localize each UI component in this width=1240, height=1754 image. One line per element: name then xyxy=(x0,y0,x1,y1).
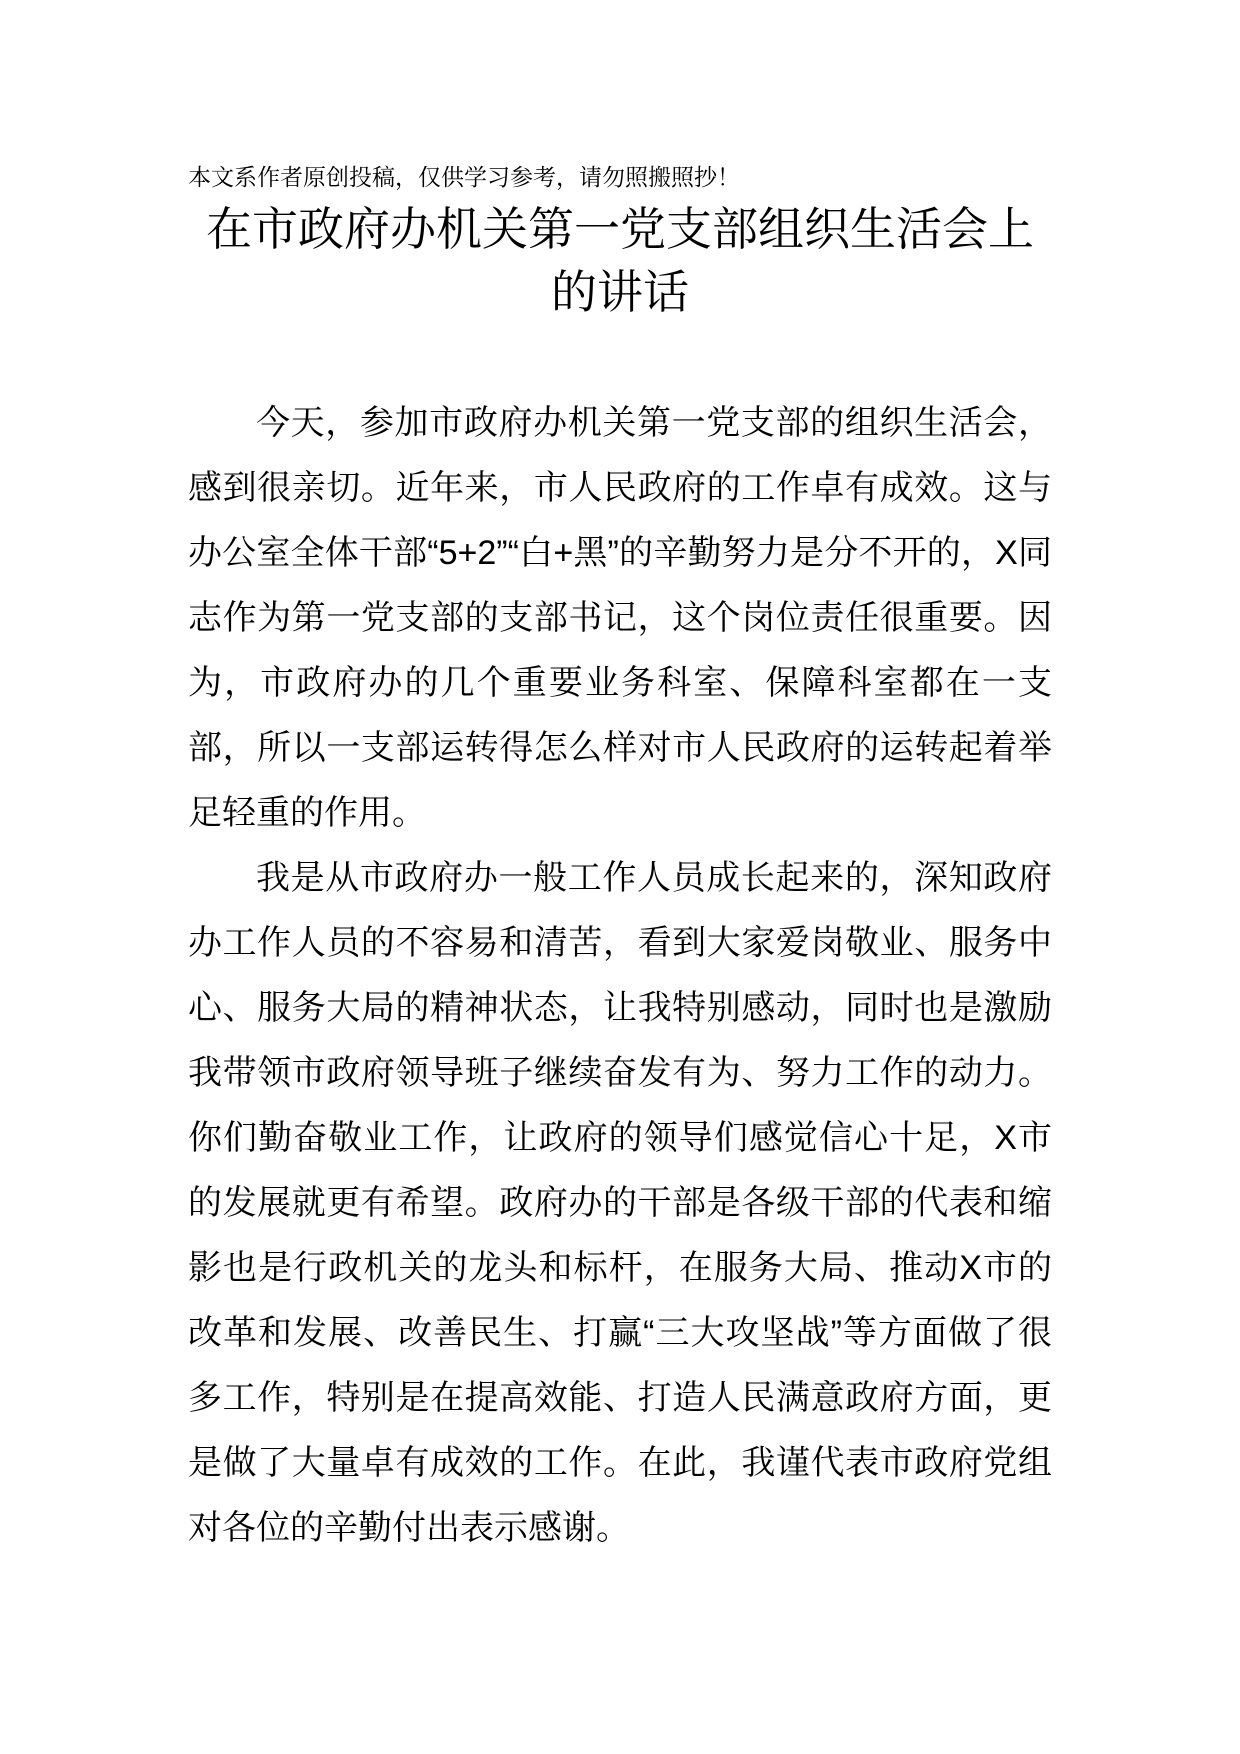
disclaimer-note: 本文系作者原创投稿，仅供学习参考，请勿照搬照抄！ xyxy=(188,164,740,190)
paragraph: 今天，参加市政府办机关第一党支部的组织生活会，感到很亲切。近年来，市人民政府的工作卓有成效。这与办公室全体干部“5+2”“白+黑”的辛勤努力是分不开的，X同志作为第一党支部的支部书记，这个岗位责任很重要。因为，市政府办的几个重要业务科室、保障科室都在一支部，所以一支部运转得怎么样对市人民政府的运转起着举足轻重的作用。 xyxy=(188,404,1052,832)
paragraph: 我是从市政府办一般工作人员成长起来的，深知政府办工作人员的不容易和清苦，看到大家爱岗敬业、服务中心、服务大局的精神状态，让我特别感动，同时也是激励我带领市政府领导班子继续奋发有为、努力工作的动力。你们勤奋敬业工作，让政府的领导们感觉信心十足，X市的发展就更有希望。政府办的干部是各级干部的代表和缩影也是行政机关的龙头和标杆，在服务大局、推动X市的改革和发展、改善民生、打赢“三大攻坚战”等方面做了很多工作，特别是在提高效能、打造人民满意政府方面，更是做了大量卓有成效的工作。在此，我谨代表市政府党组对各位的辛勤付出表示感谢。 xyxy=(188,859,1052,1547)
document-content xyxy=(188,0,1052,1561)
document-title: 在市政府办机关第一党支部组织生活会上的讲话 xyxy=(206,203,1034,318)
